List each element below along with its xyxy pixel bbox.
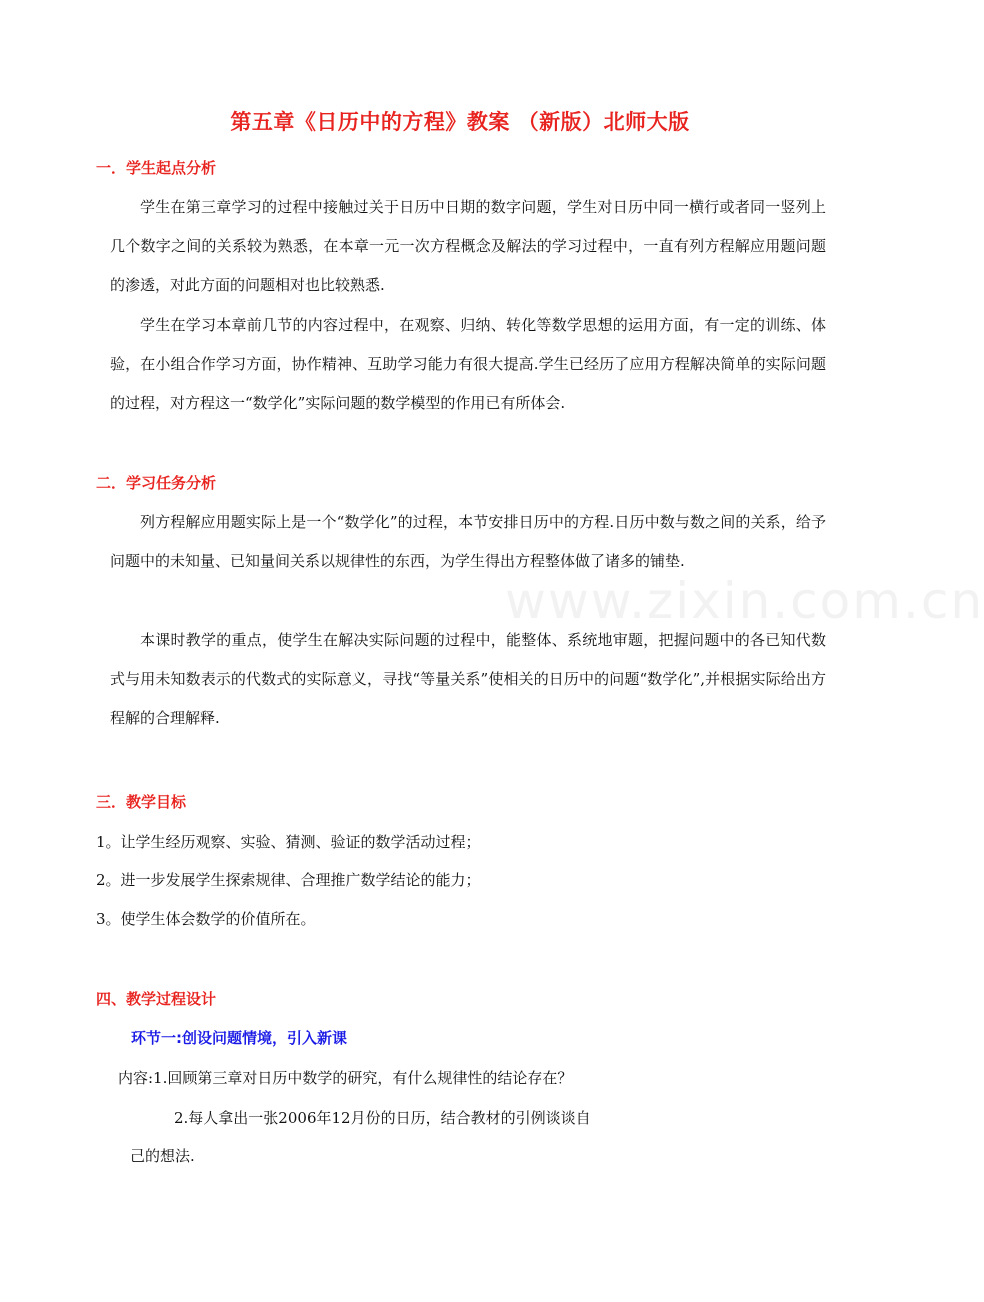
objective-item-3: 3。使学生体会数学的价值所在。	[96, 910, 316, 928]
objective-item-2: 2。进一步发展学生探索规律、合理推广数学结论的能力；	[96, 871, 481, 889]
section-heading-3: 三．教学目标	[96, 793, 187, 811]
paragraph-1-1: 学生在第三章学习的过程中接触过关于日历中日期的数字问题，学生对日历中同一横行或者同一竖列上几个数字之间的关系较为熟悉，在本章一元一次方程概念及解法的学习过程中，一直有列方程解应用题问题的渗透，对此方面的问题相对也比较熟悉.	[110, 198, 826, 294]
content-line-1: 内容:1.回顾第三章对日历中数学的研究，有什么规律性的结论存在？	[118, 1069, 573, 1087]
paragraph-2-1: 列方程解应用题实际上是一个“数学化”的过程，本节安排日历中的方程.日历中数与数之间的关系，给予问题中的未知量、已知量间关系以规律性的东西，为学生得出方程整体做了诸多的铺垫.	[110, 513, 826, 570]
content-line-2: 2.每人拿出一张2006年12月份的日历，结合教材的引例谈谈自	[174, 1109, 591, 1127]
subsection-heading: 环节一:创设问题情境，引入新课	[131, 1029, 348, 1047]
section-heading-4: 四、教学过程设计	[96, 990, 217, 1008]
section-heading-1: 一．学生起点分析	[96, 159, 217, 177]
watermark: www.zixin.com.cn	[505, 572, 984, 630]
objective-item-1: 1。让学生经历观察、实验、猜测、验证的数学活动过程；	[96, 833, 481, 851]
paragraph-1-2: 学生在学习本章前几节的内容过程中，在观察、归纳、转化等数学思想的运用方面，有一定的训练、体验，在小组合作学习方面，协作精神、互助学习能力有很大提高.学生已经历了应用方程解决简单的实际问题的过程，对方程这一“数学化”实际问题的数学模型的作用已有所体会.	[110, 316, 826, 412]
section-heading-2: 二．学习任务分析	[96, 474, 217, 492]
paragraph-2-2: 本课时教学的重点，使学生在解决实际问题的过程中，能整体、系统地审题，把握问题中的各已知代数式与用未知数表示的代数式的实际意义，寻找“等量关系”使相关的日历中的问题“数学化”,并根据实际给出方程解的合理解释.	[110, 631, 826, 727]
page-title: 第五章《日历中的方程》教案 （新版）北师大版	[230, 110, 690, 134]
content-line-3: 己的想法.	[130, 1147, 195, 1165]
